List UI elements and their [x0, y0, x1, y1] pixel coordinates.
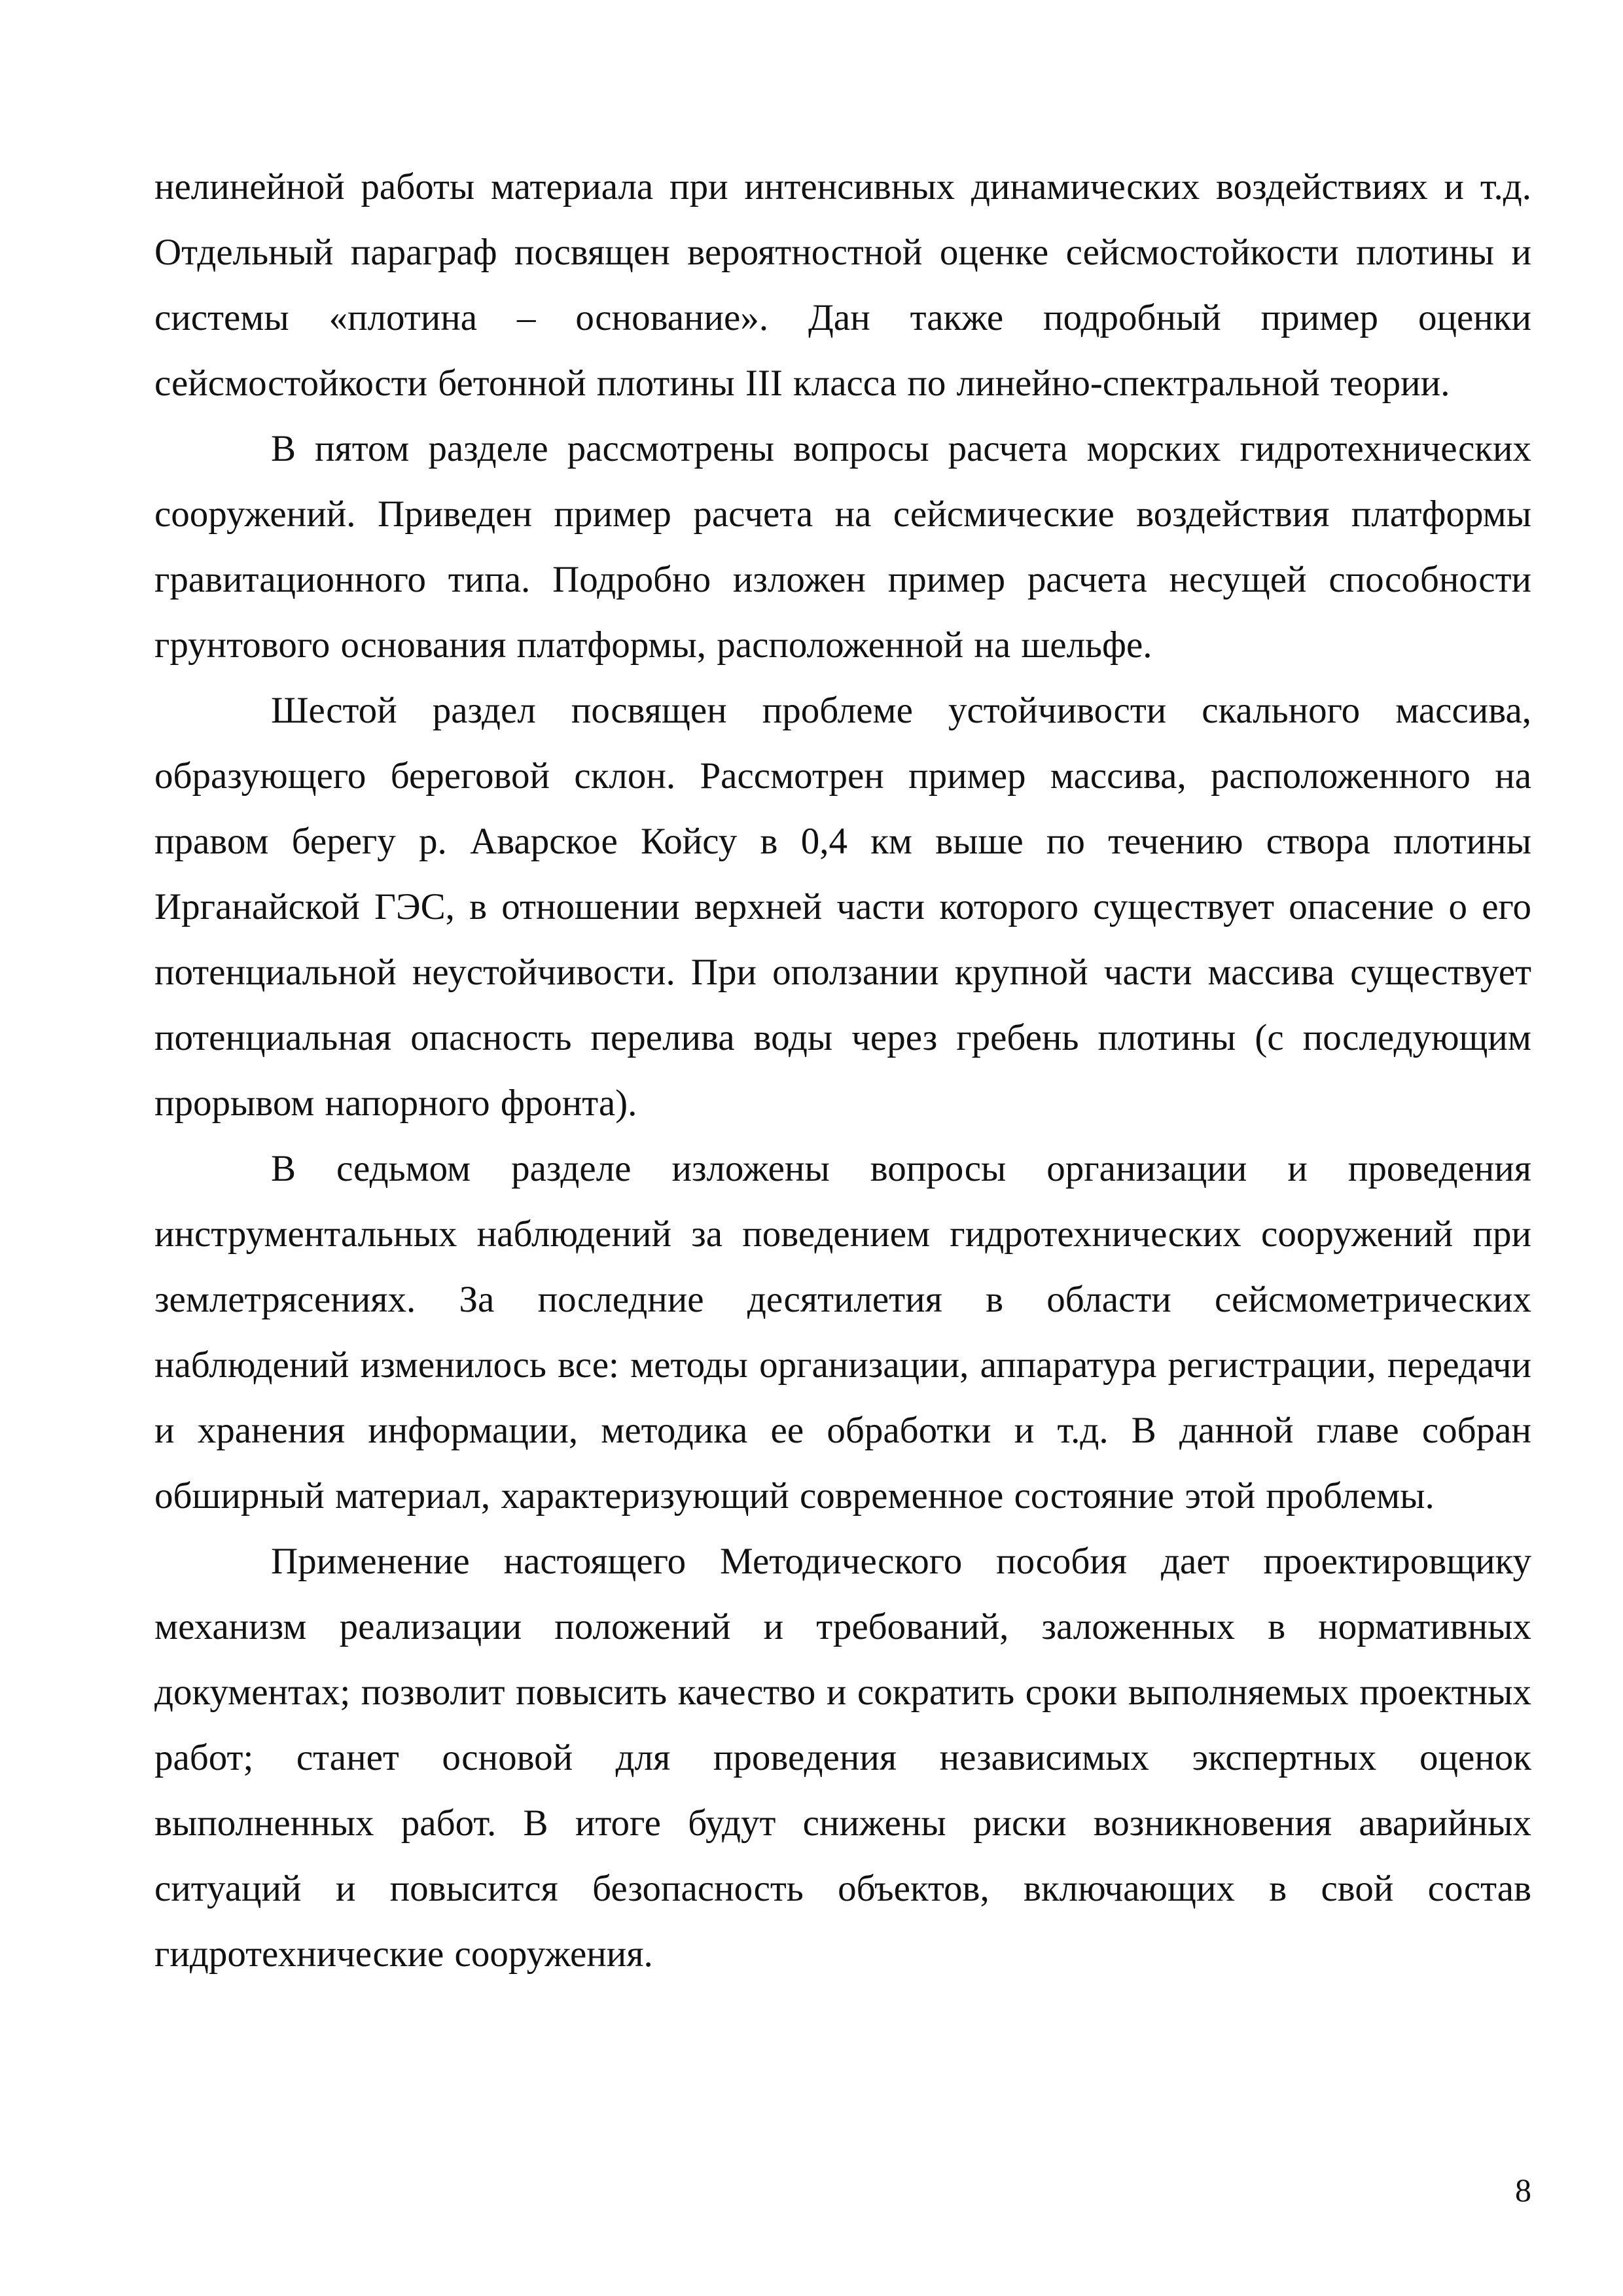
paragraph-section-six: Шестой раздел посвящен проблеме устойчивости скального массива, образующего береговой склон. Рассмотрен пример массива, расположенного на правом берегу р. Аварское Койсу в 0,4 км выше по течению створа плотины Ирганайской ГЭС, в отношении верхней части которого существует опасение о его потенциальной неустойчивости. При оползании крупной части массива существует потенциальная опасность перелива воды через гребень плотины (с последующим прорывом напорного фронта).	[154, 690, 1531, 1124]
paragraph-section-seven: В седьмом разделе изложены вопросы организации и проведения инструментальных наблюдений за поведением гидротехнических сооружений при землетрясениях. За последние десятилетия в области сейсмометрических наблюдений изменилось все: методы организации, аппаратура регистрации, передачи и хранения информации, методика ее обработки и т.д. В данной главе собран обширный материал, характеризующий современное состояние этой проблемы.	[154, 1148, 1531, 1516]
paragraph-continuation: нелинейной работы материала при интенсивных динамических воздействиях и т.д. Отдельный параграф посвящен вероятностной оценке сейсмостойкости плотины и системы «плотина – основание». Дан также подробный пример оценки сейсмостойкости бетонной плотины III класса по линейно-спектральной теории.	[154, 166, 1531, 404]
paragraph-section-five: В пятом разделе рассмотрены вопросы расчета морских гидротехнических сооружений. Приведен пример расчета на сейсмические воздействия платформы гравитационного типа. Подробно изложен пример расчета несущей способности грунтового основания платформы, расположенной на шельфе.	[154, 428, 1531, 666]
page-number: 8	[1515, 2172, 1531, 2208]
document-body	[154, 154, 1531, 1987]
paragraph-conclusion: Применение настоящего Методического пособия дает проектировщику механизм реализации положений и требований, заложенных в нормативных документах; позволит повысить качество и сократить сроки выполняемых проектных работ; станет основой для проведения независимых экспертных оценок выполненных работ. В итоге будут снижены риски возникновения аварийных ситуаций и повысится безопасность объектов, включающих в свой состав гидротехнические сооружения.	[154, 1541, 1531, 1975]
